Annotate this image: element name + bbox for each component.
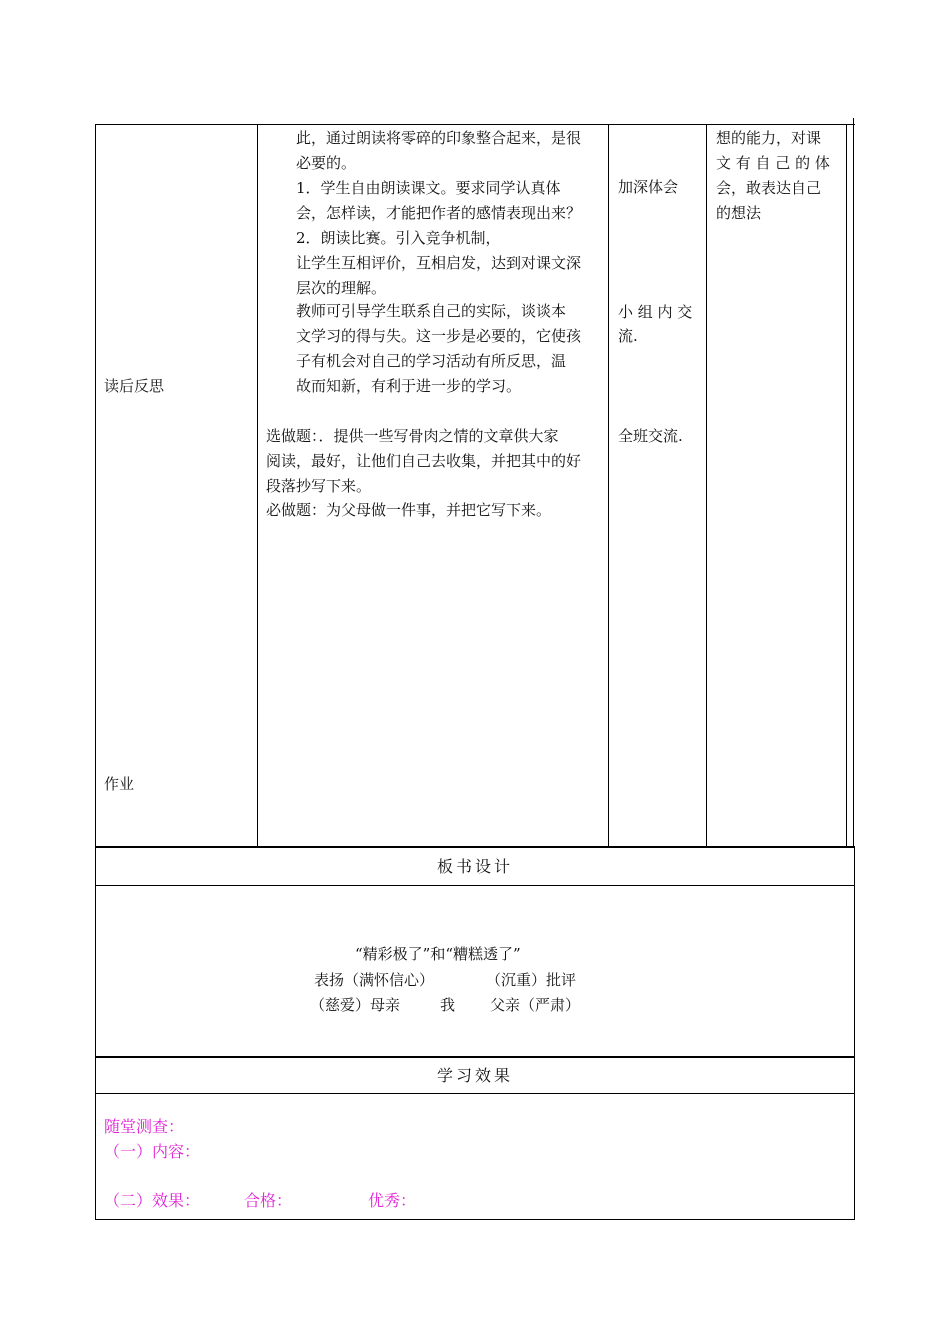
effect-bottom-border — [95, 1219, 855, 1220]
content-line: 故而知新，有利于进一步的学习。 — [296, 377, 522, 395]
board-design-header: 板书设计 — [436, 857, 513, 876]
goal-line: 会，敢表达自己 — [716, 179, 822, 197]
excellent-label: 优秀： — [368, 1191, 417, 1210]
board-praise: 表扬（满怀信心） — [314, 971, 435, 989]
pass-label: 合格： — [244, 1191, 293, 1210]
content-line: 1．学生自由朗读课文。要求同学认真体 — [296, 179, 561, 197]
content-line: 让学生互相评价，互相启发，达到对课文深 — [296, 254, 582, 272]
content-line: 子有机会对自己的学习活动有所反思，温 — [296, 352, 567, 370]
board-top-border — [95, 847, 855, 848]
board-father: 父亲（严肃） — [490, 996, 581, 1014]
goal-line: 文 有 自 己 的 体 — [716, 154, 830, 172]
homework-line: 段落抄写下来。 — [266, 477, 372, 495]
label-homework: 作业 — [104, 775, 135, 793]
content-line: 文学习的得与失。这一步是必要的，它使孩 — [296, 327, 582, 345]
homework-line: 必做题：为父母做一件事，并把它写下来。 — [266, 501, 552, 519]
activity-group-line2: 流. — [618, 327, 638, 345]
board-header-divider — [95, 885, 855, 886]
activity-deepen: 加深体会 — [618, 178, 679, 196]
board-me: 我 — [440, 996, 456, 1014]
content-line: 必要的。 — [296, 154, 357, 172]
activity-group-line1: 小 组 内 交 — [618, 303, 693, 321]
effect-top-border — [95, 1057, 855, 1058]
content-line: 会，怎样读，才能把作者的感情表现出来？ — [296, 204, 582, 222]
content-line: 层次的理解。 — [296, 279, 387, 297]
result-label: （二）效果： — [104, 1191, 201, 1210]
label-reflection: 读后反思 — [104, 377, 165, 395]
effect-header-divider — [95, 1093, 855, 1094]
content-line: 2．朗读比赛。引入竞争机制， — [296, 229, 501, 247]
column-divider-4 — [846, 124, 847, 847]
content-label: （一）内容： — [104, 1142, 201, 1161]
column-divider-3 — [706, 124, 707, 847]
column-divider-2 — [608, 124, 609, 847]
upper-table-right-edge — [853, 118, 854, 847]
homework-line: 选做题：．提供一些写骨肉之情的文章供大家 — [266, 427, 559, 445]
goal-line: 想的能力，对课 — [716, 129, 822, 147]
column-divider-1 — [257, 124, 258, 847]
upper-table-left-border — [95, 124, 96, 847]
content-line: 教师可引导学生联系自己的实际，谈谈本 — [296, 302, 567, 320]
board-criticism: （沉重）批评 — [486, 971, 577, 989]
goal-line: 的想法 — [716, 204, 762, 222]
content-line: 此，通过朗读将零碎的印象整合起来，是很 — [296, 129, 582, 147]
board-mother: （慈爱）母亲 — [310, 996, 401, 1014]
board-title-line: “精彩极了”和“糟糕透了” — [355, 945, 521, 963]
learning-effect-header: 学习效果 — [436, 1066, 513, 1085]
quiz-label: 随堂测查： — [104, 1117, 185, 1136]
upper-table-top-border — [95, 124, 855, 125]
activity-class: 全班交流. — [618, 427, 683, 445]
homework-line: 阅读，最好，让他们自己去收集，并把其中的好 — [266, 452, 582, 470]
